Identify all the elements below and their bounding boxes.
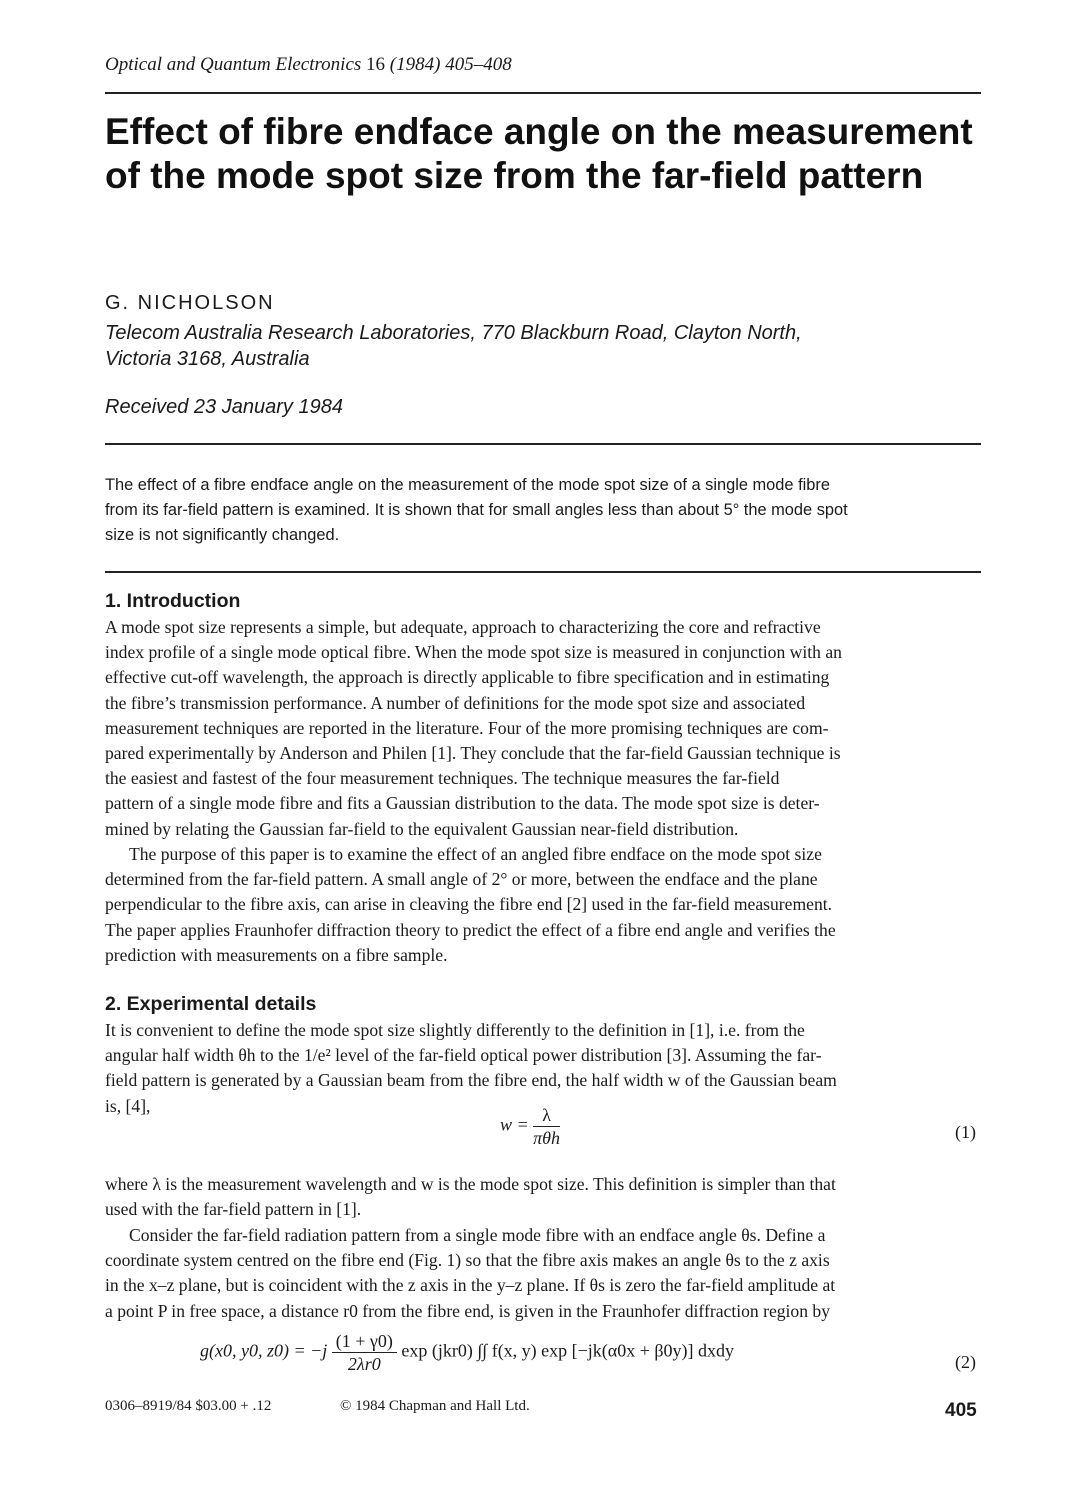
text-line: measurement techniques are reported in the literature. Four of the more promising techniques are com- xyxy=(105,717,829,738)
text-line: index profile of a single mode optical fibre. When the mode spot size is measured in conjunction with an xyxy=(105,642,842,663)
intro-paragraph-2 xyxy=(105,842,981,968)
text-line: in the x–z plane, but is coincident with the z axis in the y–z plane. If θs is zero the far-field amplitude at xyxy=(105,1275,836,1296)
text-line: Consider the far-field radiation pattern from a single mode fibre with an endface angle θs. Define a xyxy=(129,1225,826,1245)
footer-code: 0306–8919/84 $03.00 + .12 xyxy=(105,1398,272,1414)
text-line: The purpose of this paper is to examine the effect of an angled fibre endface on the mode spot size xyxy=(129,844,822,864)
affiliation-line: Telecom Australia Research Laboratories, 770 Blackburn Road, Clayton North, xyxy=(105,322,802,344)
text-line: The paper applies Fraunhofer diffraction theory to predict the effect of a fibre end angle and verifies the xyxy=(105,919,836,940)
experimental-paragraph-2 xyxy=(105,1172,981,1222)
text-line: pared experimentally by Anderson and Philen [1]. They conclude that the far-field Gaussian technique is xyxy=(105,743,841,764)
section-heading-experimental: 2. Experimental details xyxy=(105,993,317,1015)
eq2-lhs: g(x0, y0, z0) = −j xyxy=(200,1340,328,1361)
text-line: It is convenient to define the mode spot size slightly differently to the definition in [1], i.e. from the xyxy=(105,1020,805,1040)
text-line: pattern of a single mode fibre and fits a Gaussian distribution to the data. The mode spot size is deter- xyxy=(105,793,820,814)
text-line: the easiest and fastest of the four measurement techniques. The technique measures the far-field xyxy=(105,768,780,789)
text-line: effective cut-off wavelength, the approach is directly applicable to fibre specification and in estimating xyxy=(105,667,830,688)
eq1-numerator: λ xyxy=(533,1104,560,1127)
text-line: A mode spot size represents a simple, but adequate, approach to characterizing the core and refractive xyxy=(105,617,821,637)
header-rule xyxy=(105,92,981,94)
text-line: a point P in free space, a distance r0 from the fibre end, is given in the Fraunhofer diffraction region by xyxy=(105,1300,831,1321)
eq2-numerator: (1 + γ0) xyxy=(332,1330,397,1353)
text-line: perpendicular to the fibre axis, can arise in cleaving the fibre end [2] used in the far-field measurement. xyxy=(105,894,833,915)
text-line: determined from the far-field pattern. A small angle of 2° or more, between the endface and the plane xyxy=(105,869,818,890)
abstract-top-rule xyxy=(105,443,981,445)
text-line: prediction with measurements on a fibre sample. xyxy=(105,944,448,965)
experimental-paragraph-3 xyxy=(105,1223,981,1324)
abstract-line: size is not significantly changed. xyxy=(105,526,340,544)
equation-1-number: (1) xyxy=(955,1122,976,1142)
text-line: is, [4], xyxy=(105,1095,151,1116)
abstract xyxy=(105,473,981,548)
affiliation-line: Victoria 3168, Australia xyxy=(105,348,310,370)
text-line: coordinate system centred on the fibre end (Fig. 1) so that the fibre axis makes an angle θs to the z axis xyxy=(105,1250,830,1271)
text-line: field pattern is generated by a Gaussian beam from the fibre end, the half width w of the Gaussian beam xyxy=(105,1070,837,1091)
text-line: the fibre’s transmission performance. A number of definitions for the mode spot size and associated xyxy=(105,692,806,713)
text-line: where λ is the measurement wavelength and w is the mode spot size. This definition is simpler than that xyxy=(105,1174,836,1194)
eq2-rhs: exp (jkr0) ∫∫ f(x, y) exp [−jk(α0x + β0y)] dxdy xyxy=(401,1340,735,1361)
footer-copyright: © 1984 Chapman and Hall Ltd. xyxy=(340,1398,530,1414)
equation-1 xyxy=(500,1104,560,1149)
journal-year-pages: (1984) 405–408 xyxy=(389,54,512,75)
eq2-fraction xyxy=(332,1330,397,1375)
page-number: 405 xyxy=(945,1400,977,1421)
abstract-bottom-rule xyxy=(105,571,981,573)
affiliation xyxy=(105,320,965,372)
abstract-line: The effect of a fibre endface angle on the measurement of the mode spot size of a single mode fibre xyxy=(105,476,830,494)
journal-name: Optical and Quantum Electronics xyxy=(105,54,362,75)
abstract-line: from its far-field pattern is examined. It is shown that for small angles less than about 5° the mode spot xyxy=(105,501,848,519)
text-line: angular half width θh to the 1/e² level of the far-field optical power distribution [3]. Assuming the far- xyxy=(105,1045,822,1066)
eq1-fraction xyxy=(533,1104,560,1149)
text-line: used with the far-field pattern in [1]. xyxy=(105,1199,362,1220)
intro-paragraph-1 xyxy=(105,615,981,842)
section-heading-introduction: 1. Introduction xyxy=(105,590,241,612)
eq2-denominator: 2λr0 xyxy=(347,1354,381,1374)
author-name: G. NICHOLSON xyxy=(105,292,275,314)
equation-2 xyxy=(200,1330,734,1375)
text-line: mined by relating the Gaussian far-field to the equivalent Gaussian near-field distribution. xyxy=(105,818,739,839)
equation-2-number: (2) xyxy=(955,1352,976,1372)
journal-header xyxy=(105,54,512,76)
eq1-denominator: πθh xyxy=(533,1128,561,1148)
paper-title: Effect of fibre endface angle on the measurement of the mode spot size from the far-field pattern xyxy=(105,111,973,196)
journal-volume: 16 xyxy=(366,54,386,75)
eq1-lhs: w = xyxy=(500,1114,529,1135)
received-date: Received 23 January 1984 xyxy=(105,396,343,418)
